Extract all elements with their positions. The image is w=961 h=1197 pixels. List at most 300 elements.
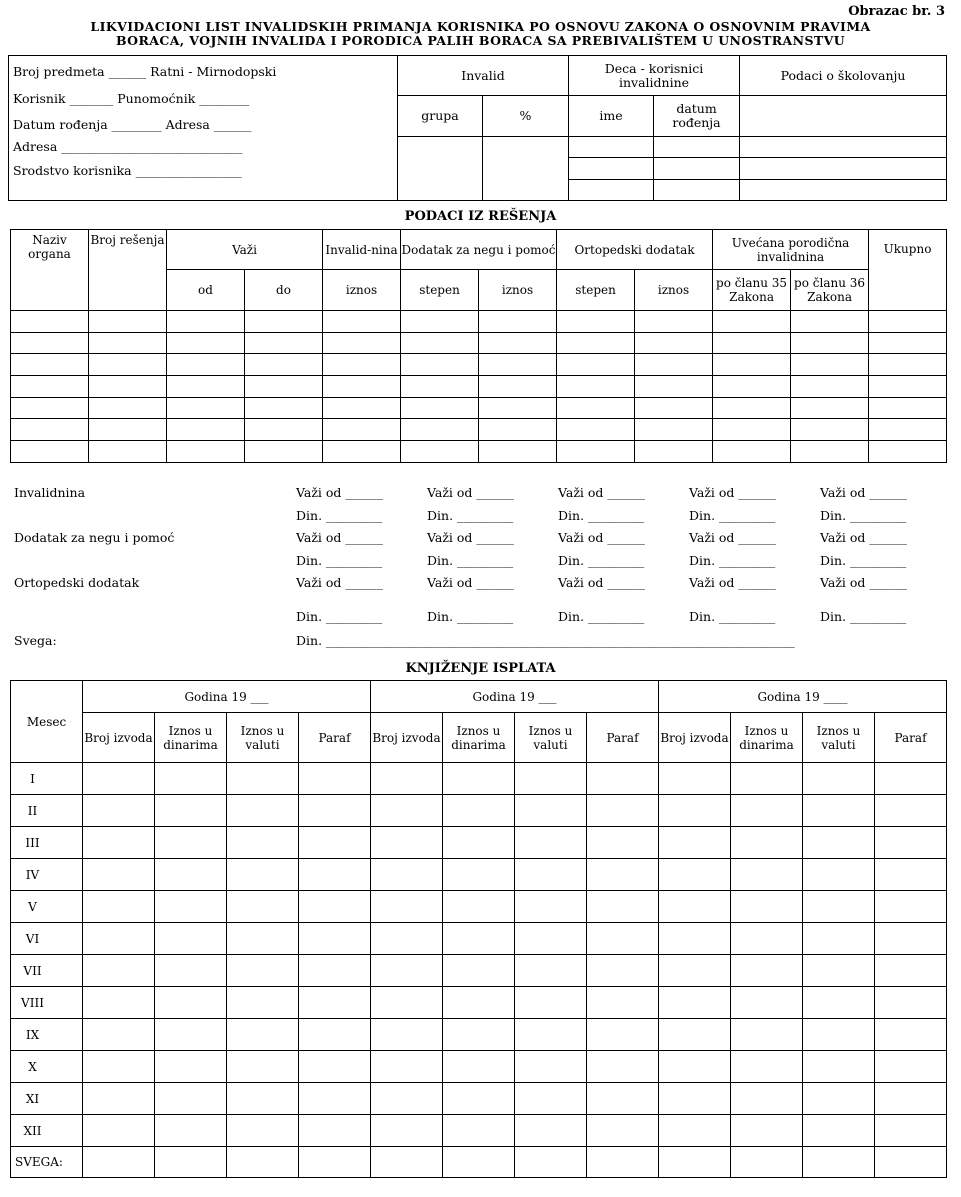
decision-cell[interactable] (479, 419, 557, 441)
payment-cell[interactable] (515, 923, 587, 955)
payment-cell[interactable] (875, 763, 947, 795)
din-field[interactable]: Din. _________ (689, 508, 776, 523)
payment-cell[interactable] (587, 1083, 659, 1115)
decision-cell[interactable] (401, 376, 479, 398)
payment-cell[interactable] (443, 795, 515, 827)
payment-cell[interactable] (659, 891, 731, 923)
payment-cell[interactable] (299, 1051, 371, 1083)
decision-cell[interactable] (713, 332, 791, 354)
decision-cell[interactable] (791, 441, 869, 463)
decision-cell[interactable] (323, 419, 401, 441)
payment-cell[interactable] (659, 955, 731, 987)
payment-cell[interactable] (371, 891, 443, 923)
decision-cell[interactable] (323, 441, 401, 463)
payment-row (11, 763, 947, 795)
payment-cell[interactable] (371, 795, 443, 827)
payment-cell[interactable] (587, 763, 659, 795)
payment-cell[interactable] (155, 1051, 227, 1083)
payment-cell[interactable] (227, 923, 299, 955)
col-degree: stepen (557, 270, 635, 311)
valid-from-field[interactable]: Važi od ______ (427, 530, 514, 545)
valid-from-field[interactable]: Važi od ______ (689, 575, 776, 590)
payment-cell[interactable] (803, 923, 875, 955)
schooling-cell[interactable] (740, 137, 947, 158)
payment-cell[interactable] (443, 763, 515, 795)
payment-cell[interactable] (659, 1147, 731, 1178)
payment-col-header: Paraf (587, 713, 659, 763)
payment-cell[interactable] (515, 1147, 587, 1178)
payment-cell[interactable] (83, 795, 155, 827)
payment-cell[interactable] (443, 955, 515, 987)
decision-cell[interactable] (323, 332, 401, 354)
payment-cell[interactable] (587, 795, 659, 827)
payment-cell[interactable] (299, 763, 371, 795)
payment-cell[interactable] (371, 827, 443, 859)
decision-cell[interactable] (557, 441, 635, 463)
decision-cell[interactable] (167, 397, 245, 419)
decision-cell[interactable] (869, 419, 947, 441)
payment-cell[interactable] (83, 1019, 155, 1051)
payment-cell[interactable] (803, 859, 875, 891)
decision-cell[interactable] (11, 397, 89, 419)
decision-cell[interactable] (557, 397, 635, 419)
schooling-cell[interactable] (740, 180, 947, 201)
payment-cell[interactable] (731, 763, 803, 795)
payment-cell[interactable] (875, 827, 947, 859)
decision-cell[interactable] (713, 376, 791, 398)
decision-cell[interactable] (869, 397, 947, 419)
payment-cell[interactable] (299, 923, 371, 955)
disability-pay-valid-row (296, 485, 951, 500)
decision-cell[interactable] (635, 332, 713, 354)
decision-cell[interactable] (713, 354, 791, 376)
payment-cell[interactable] (299, 827, 371, 859)
din-field[interactable]: Din. _________ (558, 609, 645, 624)
decision-cell[interactable] (167, 376, 245, 398)
payment-cell[interactable] (587, 955, 659, 987)
payment-cell[interactable] (155, 955, 227, 987)
payment-cell[interactable] (875, 987, 947, 1019)
decision-cell[interactable] (869, 332, 947, 354)
decision-cell[interactable] (401, 441, 479, 463)
payment-cell[interactable] (227, 1019, 299, 1051)
month-label: IV (11, 859, 83, 891)
payment-cell[interactable] (731, 891, 803, 923)
decision-cell[interactable] (479, 354, 557, 376)
payment-cell[interactable] (803, 1083, 875, 1115)
decision-cell[interactable] (245, 332, 323, 354)
child-name-cell[interactable] (569, 158, 654, 180)
payment-cell[interactable] (803, 1051, 875, 1083)
din-field[interactable]: Din. _________ (558, 553, 645, 568)
payment-cell[interactable] (227, 987, 299, 1019)
payment-cell[interactable] (659, 859, 731, 891)
decision-cell[interactable] (791, 376, 869, 398)
decision-cell[interactable] (323, 311, 401, 333)
decision-cell[interactable] (635, 397, 713, 419)
decision-cell[interactable] (245, 419, 323, 441)
payment-cell[interactable] (875, 859, 947, 891)
payment-cell[interactable] (83, 923, 155, 955)
decision-cell[interactable] (713, 419, 791, 441)
payment-cell[interactable] (875, 1051, 947, 1083)
payment-cell[interactable] (515, 859, 587, 891)
din-field[interactable]: Din. _________ (296, 508, 383, 523)
child-birthdate-cell[interactable] (654, 180, 740, 201)
valid-from-field[interactable]: Važi od ______ (820, 575, 907, 590)
total-din-field[interactable]: Din. ___________________________________________________________________________ (296, 633, 795, 648)
decision-cell[interactable] (479, 311, 557, 333)
payment-cell[interactable] (803, 955, 875, 987)
payment-cell[interactable] (299, 891, 371, 923)
children-header: Deca - korisnici invalidnine (569, 56, 740, 96)
payment-cell[interactable] (443, 1019, 515, 1051)
payment-cell[interactable] (875, 1147, 947, 1178)
payment-cell[interactable] (731, 987, 803, 1019)
decision-cell[interactable] (11, 311, 89, 333)
payment-cell[interactable] (803, 1019, 875, 1051)
payment-cell[interactable] (155, 987, 227, 1019)
payment-cell[interactable] (83, 1147, 155, 1178)
payment-cell[interactable] (371, 1083, 443, 1115)
din-field[interactable]: Din. _________ (820, 609, 907, 624)
decision-cell[interactable] (635, 419, 713, 441)
payment-cell[interactable] (731, 795, 803, 827)
din-field[interactable]: Din. _________ (558, 508, 645, 523)
payment-cell[interactable] (155, 1147, 227, 1178)
payment-cell[interactable] (299, 1083, 371, 1115)
child-name-cell[interactable] (569, 137, 654, 158)
payment-cell[interactable] (371, 1147, 443, 1178)
payment-cell[interactable] (659, 795, 731, 827)
payment-cell[interactable] (731, 1115, 803, 1147)
payment-cell[interactable] (155, 923, 227, 955)
decision-cell[interactable] (11, 419, 89, 441)
payment-cell[interactable] (587, 891, 659, 923)
payment-cell[interactable] (443, 1147, 515, 1178)
din-field[interactable]: Din. _________ (820, 553, 907, 568)
schooling-cell[interactable] (740, 158, 947, 180)
payment-cell[interactable] (371, 923, 443, 955)
schooling-header: Podaci o školovanju (740, 56, 947, 96)
valid-from-field[interactable]: Važi od ______ (558, 485, 645, 500)
decision-cell[interactable] (713, 311, 791, 333)
decision-cell[interactable] (635, 354, 713, 376)
payment-cell[interactable] (299, 859, 371, 891)
din-field[interactable]: Din. _________ (427, 508, 514, 523)
payment-cell[interactable] (83, 1051, 155, 1083)
payment-cell[interactable] (371, 1019, 443, 1051)
payment-cell[interactable] (299, 1019, 371, 1051)
decision-cell[interactable] (479, 441, 557, 463)
payment-cell[interactable] (83, 987, 155, 1019)
decision-cell[interactable] (869, 354, 947, 376)
decision-cell[interactable] (557, 419, 635, 441)
decision-cell[interactable] (89, 376, 167, 398)
payment-cell[interactable] (443, 1115, 515, 1147)
payment-cell[interactable] (371, 763, 443, 795)
payment-cell[interactable] (83, 891, 155, 923)
relationship-line: Srodstvo korisnika _________________ (13, 163, 242, 178)
payment-cell[interactable] (227, 955, 299, 987)
decision-cell[interactable] (323, 376, 401, 398)
din-field[interactable]: Din. _________ (296, 609, 383, 624)
decision-cell[interactable] (11, 441, 89, 463)
payment-cell[interactable] (803, 763, 875, 795)
payment-cell[interactable] (731, 859, 803, 891)
payment-cell[interactable] (875, 955, 947, 987)
decision-cell[interactable] (791, 311, 869, 333)
payment-cell[interactable] (155, 763, 227, 795)
payments-section-title: KNJIŽENJE ISPLATA (405, 661, 556, 676)
payment-cell[interactable] (875, 923, 947, 955)
payment-cell[interactable] (155, 827, 227, 859)
payment-col-header: Iznos u dinarima (443, 713, 515, 763)
payment-cell[interactable] (803, 1147, 875, 1178)
year-header-1: Godina 19 ___ (83, 681, 371, 713)
decision-cell[interactable] (401, 311, 479, 333)
decision-cell[interactable] (89, 332, 167, 354)
decision-cell[interactable] (635, 376, 713, 398)
decision-cell[interactable] (479, 397, 557, 419)
decision-cell[interactable] (89, 354, 167, 376)
decision-cell[interactable] (167, 311, 245, 333)
payment-cell[interactable] (659, 1019, 731, 1051)
payment-cell[interactable] (443, 827, 515, 859)
valid-from-field[interactable]: Važi od ______ (689, 530, 776, 545)
decision-cell[interactable] (791, 354, 869, 376)
payment-cell[interactable] (83, 1083, 155, 1115)
decision-cell[interactable] (713, 441, 791, 463)
valid-from-field[interactable]: Važi od ______ (427, 575, 514, 590)
decision-cell[interactable] (479, 376, 557, 398)
decision-cell[interactable] (89, 397, 167, 419)
payment-cell[interactable] (155, 795, 227, 827)
decision-cell[interactable] (869, 376, 947, 398)
decision-cell[interactable] (401, 419, 479, 441)
decision-cell[interactable] (791, 332, 869, 354)
decision-cell[interactable] (401, 354, 479, 376)
payment-cell[interactable] (803, 987, 875, 1019)
payment-cell[interactable] (299, 1147, 371, 1178)
payment-cell[interactable] (83, 1115, 155, 1147)
valid-from-field[interactable]: Važi od ______ (296, 530, 383, 545)
payment-cell[interactable] (803, 795, 875, 827)
decision-cell[interactable] (11, 354, 89, 376)
payment-cell[interactable] (227, 859, 299, 891)
din-field[interactable]: Din. _________ (427, 553, 514, 568)
decision-cell[interactable] (557, 354, 635, 376)
payment-cell[interactable] (227, 1083, 299, 1115)
decision-cell[interactable] (557, 376, 635, 398)
valid-from-field[interactable]: Važi od ______ (296, 485, 383, 500)
payment-cell[interactable] (443, 923, 515, 955)
payment-cell[interactable] (155, 1115, 227, 1147)
payment-cell[interactable] (227, 1115, 299, 1147)
decision-cell[interactable] (245, 376, 323, 398)
payment-cell[interactable] (515, 891, 587, 923)
payment-cell[interactable] (803, 1115, 875, 1147)
decision-cell[interactable] (89, 441, 167, 463)
payment-cell[interactable] (731, 827, 803, 859)
decision-cell[interactable] (635, 441, 713, 463)
payment-cell[interactable] (227, 1051, 299, 1083)
din-field[interactable]: Din. _________ (689, 609, 776, 624)
decision-cell[interactable] (401, 332, 479, 354)
percent-value[interactable] (483, 137, 569, 201)
valid-from-field[interactable]: Važi od ______ (427, 485, 514, 500)
decision-cell[interactable] (167, 419, 245, 441)
payment-cell[interactable] (515, 763, 587, 795)
din-field[interactable]: Din. _________ (427, 609, 514, 624)
payment-cell[interactable] (227, 891, 299, 923)
payment-cell[interactable] (83, 763, 155, 795)
payment-cell[interactable] (587, 859, 659, 891)
payment-cell[interactable] (587, 1019, 659, 1051)
payment-cell[interactable] (659, 1051, 731, 1083)
payment-cell[interactable] (371, 987, 443, 1019)
payment-cell[interactable] (299, 795, 371, 827)
payment-cell[interactable] (443, 891, 515, 923)
payment-cell[interactable] (803, 827, 875, 859)
payment-cell[interactable] (83, 859, 155, 891)
payment-cell[interactable] (443, 987, 515, 1019)
valid-from-field[interactable]: Važi od ______ (558, 530, 645, 545)
payment-cell[interactable] (875, 891, 947, 923)
payment-cell[interactable] (731, 1051, 803, 1083)
payment-cell[interactable] (299, 987, 371, 1019)
decision-cell[interactable] (167, 441, 245, 463)
payment-cell[interactable] (515, 1051, 587, 1083)
payment-cell[interactable] (443, 1051, 515, 1083)
birthdate-header: datum rođenja (654, 96, 740, 137)
valid-from-field[interactable]: Važi od ______ (820, 485, 907, 500)
child-birthdate-cell[interactable] (654, 137, 740, 158)
payment-cell[interactable] (731, 1147, 803, 1178)
schooling-cell[interactable] (740, 96, 947, 137)
care-allowance-din-row (296, 553, 951, 568)
payment-cell[interactable] (731, 1019, 803, 1051)
payment-cell[interactable] (587, 987, 659, 1019)
decision-cell[interactable] (245, 311, 323, 333)
payment-cell[interactable] (515, 1115, 587, 1147)
payment-cell[interactable] (875, 795, 947, 827)
child-birthdate-cell[interactable] (654, 158, 740, 180)
valid-from-field[interactable]: Važi od ______ (689, 485, 776, 500)
payment-cell[interactable] (587, 1051, 659, 1083)
payment-cell[interactable] (227, 795, 299, 827)
payment-cell[interactable] (731, 923, 803, 955)
payment-cell[interactable] (371, 1051, 443, 1083)
decision-cell[interactable] (557, 332, 635, 354)
payment-cell[interactable] (659, 923, 731, 955)
decision-cell[interactable] (557, 311, 635, 333)
decision-cell[interactable] (791, 397, 869, 419)
payment-cell[interactable] (155, 1019, 227, 1051)
decision-cell[interactable] (167, 354, 245, 376)
din-field[interactable]: Din. _________ (689, 553, 776, 568)
decision-cell[interactable] (323, 397, 401, 419)
payment-cell[interactable] (299, 1115, 371, 1147)
payment-cell[interactable] (371, 859, 443, 891)
valid-from-field[interactable]: Važi od ______ (820, 530, 907, 545)
payment-cell[interactable] (587, 923, 659, 955)
decision-cell[interactable] (89, 419, 167, 441)
decision-row (11, 397, 947, 419)
decision-cell[interactable] (479, 332, 557, 354)
payment-col-header: Iznos u valuti (803, 713, 875, 763)
decision-cell[interactable] (791, 419, 869, 441)
decision-cell[interactable] (245, 354, 323, 376)
decision-cell[interactable] (245, 397, 323, 419)
payment-cell[interactable] (371, 1115, 443, 1147)
payment-cell[interactable] (875, 1115, 947, 1147)
payment-cell[interactable] (83, 827, 155, 859)
payment-cell[interactable] (443, 859, 515, 891)
payment-cell[interactable] (515, 955, 587, 987)
payment-cell[interactable] (659, 1083, 731, 1115)
valid-from-field[interactable]: Važi od ______ (558, 575, 645, 590)
payment-cell[interactable] (731, 955, 803, 987)
payment-cell[interactable] (659, 987, 731, 1019)
decision-cell[interactable] (245, 441, 323, 463)
din-field[interactable]: Din. _________ (296, 553, 383, 568)
payment-cell[interactable] (875, 1083, 947, 1115)
payment-cell[interactable] (299, 955, 371, 987)
disability-pay-din-row (296, 508, 951, 523)
decision-cell[interactable] (11, 332, 89, 354)
decision-cell[interactable] (11, 376, 89, 398)
payment-cell[interactable] (731, 1083, 803, 1115)
payment-cell[interactable] (515, 827, 587, 859)
payment-cell[interactable] (227, 1147, 299, 1178)
payment-cell[interactable] (227, 827, 299, 859)
group-value[interactable] (398, 137, 483, 201)
din-field[interactable]: Din. _________ (820, 508, 907, 523)
payment-cell[interactable] (443, 1083, 515, 1115)
decision-cell[interactable] (167, 332, 245, 354)
payment-cell[interactable] (227, 763, 299, 795)
payment-cell[interactable] (371, 955, 443, 987)
payment-cell[interactable] (515, 987, 587, 1019)
decision-cell[interactable] (401, 397, 479, 419)
payment-cell[interactable] (515, 795, 587, 827)
payment-cell[interactable] (875, 1019, 947, 1051)
decision-cell[interactable] (323, 354, 401, 376)
payment-cell[interactable] (155, 891, 227, 923)
decision-cell[interactable] (713, 397, 791, 419)
payment-cell[interactable] (803, 891, 875, 923)
payment-cell[interactable] (659, 827, 731, 859)
decision-cell[interactable] (869, 311, 947, 333)
name-header: ime (569, 96, 654, 137)
payment-cell[interactable] (155, 1083, 227, 1115)
decision-cell[interactable] (635, 311, 713, 333)
payment-cell[interactable] (515, 1083, 587, 1115)
payment-cell[interactable] (587, 827, 659, 859)
payment-cell[interactable] (155, 859, 227, 891)
valid-from-field[interactable]: Važi od ______ (296, 575, 383, 590)
payment-cell[interactable] (515, 1019, 587, 1051)
payment-cell[interactable] (587, 1115, 659, 1147)
decision-cell[interactable] (869, 441, 947, 463)
payment-cell[interactable] (659, 1115, 731, 1147)
payment-cell[interactable] (83, 955, 155, 987)
child-name-cell[interactable] (569, 180, 654, 201)
payment-cell[interactable] (659, 763, 731, 795)
decision-cell[interactable] (89, 311, 167, 333)
payment-cell[interactable] (587, 1147, 659, 1178)
